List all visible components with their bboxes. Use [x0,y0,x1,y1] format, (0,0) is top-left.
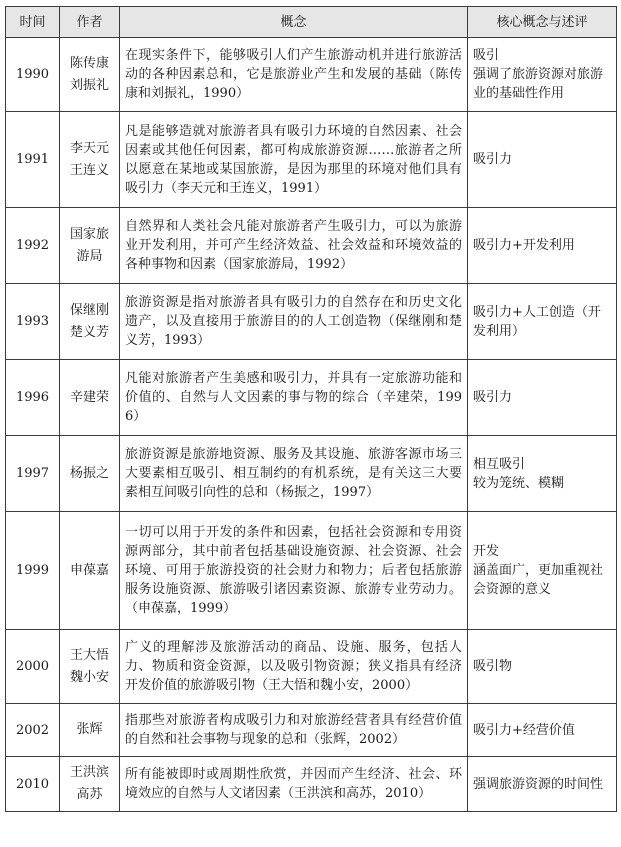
table-row [6,512,617,630]
author-line: 刘振礼 [69,77,109,93]
row-core-comment [468,208,617,284]
core-line: 涵盖面广，更加重视社会资源的意义 [473,563,604,597]
row-core-comment [468,512,617,630]
author-line: 申葆嘉 [69,562,109,578]
header-core: 核心概念与述评 [468,7,617,38]
row-concept: 一切可以用于开发的条件和因素，包括社会资源和专用资源两部分，其中前者包括基础设施资源、社会资源、社会环境、可用于旅游投资的社会财力和物力；后者包括旅游服务设施资源、旅游吸引诸因素资源、旅游专业劳动力。（申葆嘉，1999） [120,512,468,630]
row-concept: 旅游资源是旅游地资源、服务及其设施、旅游客源市场三大要素相互吸引、相互制约的有机系统，是有关这三大要素相互间吸引向性的总和（杨振之，1997） [120,436,468,512]
row-author [60,512,120,630]
row-core-comment [468,757,617,812]
row-core-comment [468,284,617,360]
row-year: 1999 [6,512,60,630]
row-core-comment [468,38,617,112]
core-line: 吸引力 [473,390,513,405]
core-line: 较为笼统、模糊 [473,475,565,491]
header-row [6,7,617,38]
table-header [6,7,617,38]
header-year: 时间 [6,7,60,38]
row-concept: 自然界和人类社会凡能对旅游者产生吸引力，可以为旅游业开发利用，并可产生经济效益、社会效益和环境效益的各种事物和因素（国家旅游局，1992） [120,208,468,284]
row-concept: 所有能被即时或周期性欣赏，并因而产生经济、社会、环境效应的自然与人文诸因素（王洪滨和高苏，2010） [120,757,468,812]
header-author: 作者 [60,7,120,38]
row-year: 1991 [6,112,60,208]
row-year: 1992 [6,208,60,284]
author-line: 游局 [76,248,103,264]
core-line: 开发 [473,544,500,559]
row-year: 1993 [6,284,60,360]
row-core-comment [468,704,617,757]
author-line: 李天元 [69,140,109,156]
author-line: 保继刚 [69,302,109,318]
row-author [60,38,120,112]
table-row [6,704,617,757]
author-line: 陈传康 [69,55,109,71]
author-line: 楚义芳 [69,324,109,340]
author-line: 王连义 [69,162,109,178]
row-concept: 凡能对旅游者产生美感和吸引力，并具有一定旅游功能和价值的、自然与人文因素的事与物的综合（辛建荣，1996） [120,360,468,436]
core-line: 吸引力+开发利用 [473,238,575,253]
table-row [6,208,617,284]
row-author [60,284,120,360]
row-concept: 在现实条件下，能够吸引人们产生旅游动机并进行旅游活动的各种因素总和，它是旅游业产生和发展的基础（陈传康和刘振礼，1990） [120,38,468,112]
core-line: 吸引力+经营价值 [473,722,575,738]
core-line: 吸引力 [473,152,513,167]
core-line: 吸引力+人工创造（开发利用） [473,304,601,339]
core-line: 强调了旅游资源对旅游业的基础性作用 [473,67,604,101]
tourism-resource-definitions-table [5,6,617,812]
table-row [6,38,617,112]
row-core-comment [468,360,617,436]
row-concept: 旅游资源是指对旅游者具有吸引力的自然存在和历史文化遗产，以及直接用于旅游目的的人工创造物（保继刚和楚义芳，1993） [120,284,468,360]
row-author [60,704,120,757]
author-line: 张辉 [76,722,103,737]
row-author [60,360,120,436]
row-year: 1996 [6,360,60,436]
row-author [60,630,120,704]
table-row [6,112,617,208]
row-author [60,757,120,812]
author-line: 王大悟 [69,647,109,663]
table-row [6,757,617,812]
row-concept: 凡是能够造就对旅游者具有吸引力环境的自然因素、社会因素或其他任何因素，都可构成旅游资源……旅游者之所以愿意在某地或某国旅游，是因为那里的环境对他们具有吸引力（李天元和王连义，1991） [120,112,468,208]
core-line: 吸引物 [473,659,513,674]
row-author [60,436,120,512]
row-core-comment [468,436,617,512]
table-body [6,38,617,812]
row-year: 1997 [6,436,60,512]
row-year: 1990 [6,38,60,112]
core-line: 强调旅游资源的时间性 [473,776,604,792]
author-line: 魏小安 [69,669,109,685]
table-row [6,436,617,512]
row-year: 2002 [6,704,60,757]
author-line: 高苏 [76,787,103,802]
row-year: 2000 [6,630,60,704]
author-line: 国家旅 [69,226,109,242]
header-concept: 概念 [120,7,468,38]
table-row [6,360,617,436]
row-concept: 指那些对旅游者构成吸引力和对旅游经营者具有经营价值的自然和社会事物与现象的总和（张辉，2002） [120,704,468,757]
author-line: 辛建荣 [69,389,109,405]
row-core-comment [468,630,617,704]
row-author [60,208,120,284]
row-year: 2010 [6,757,60,812]
row-core-comment [468,112,617,208]
table-row [6,630,617,704]
author-line: 王洪滨 [69,765,109,780]
row-concept: 广义的理解涉及旅游活动的商品、设施、服务，包括人力、物质和资金资源，以及吸引物资源；狭义指具有经济开发价值的旅游吸引物（王大悟和魏小安，2000） [120,630,468,704]
author-line: 杨振之 [69,465,109,481]
row-author [60,112,120,208]
table-row [6,284,617,360]
core-line: 吸引 [473,48,500,63]
core-line: 相互吸引 [473,456,526,472]
